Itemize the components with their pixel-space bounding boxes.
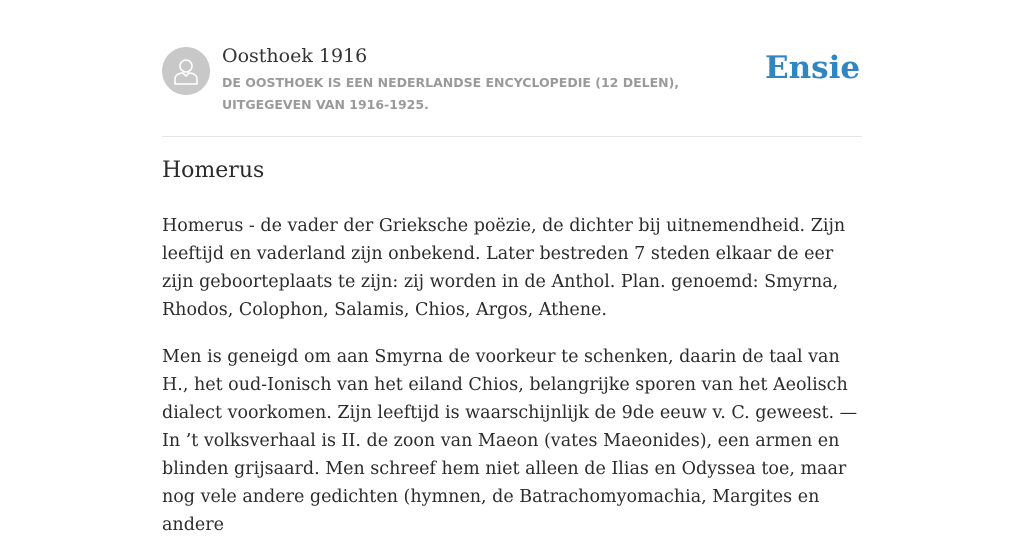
article-title: Homerus xyxy=(162,158,265,183)
source-name[interactable]: Oosthoek 1916 xyxy=(222,45,368,67)
source-description: DE OOSTHOEK IS EEN NEDERLANDSE ENCYCLOPEDIE (12 DELEN), UITGEGEVEN VAN 1916-1925. xyxy=(222,75,680,112)
article-paragraph: Homerus - de vader der Grieksche poëzie, de dichter bij uitnemendheid. Zijn leeftijd en vaderland zijn onbekend. Later bestreden 7 steden elkaar de eer zijn geboorteplaats te zijn: zij worden in de Anthol. Plan. genoemd: Smyrna, Rhodos, Colophon, Salamis, Chios, Argos, Athene. xyxy=(162,216,846,320)
avatar xyxy=(162,47,210,95)
article-paragraph: Men is geneigd om aan Smyrna de voorkeur te schenken, daarin de taal van H., het oud-Ionisch van het eiland Chios, belangrijke sporen van het Aeolisch dialect voorkomen. Zijn leeftijd is waarschijnlijk de 9de eeuw v. C. geweest. — In ’t volksverhaal is II. de zoon van Maeon (vates Maeonides), een armen en blinden grijsaard. Men schreef hem niet alleen de Ilias en Odyssea toe, maar nog vele andere gedichten (hymnen, de Batrachomyomachia, Margites en andere xyxy=(162,347,858,535)
brand-logo[interactable]: Ensie xyxy=(765,50,861,86)
source-header xyxy=(162,0,862,137)
article-body xyxy=(162,212,864,558)
user-icon xyxy=(173,57,199,85)
